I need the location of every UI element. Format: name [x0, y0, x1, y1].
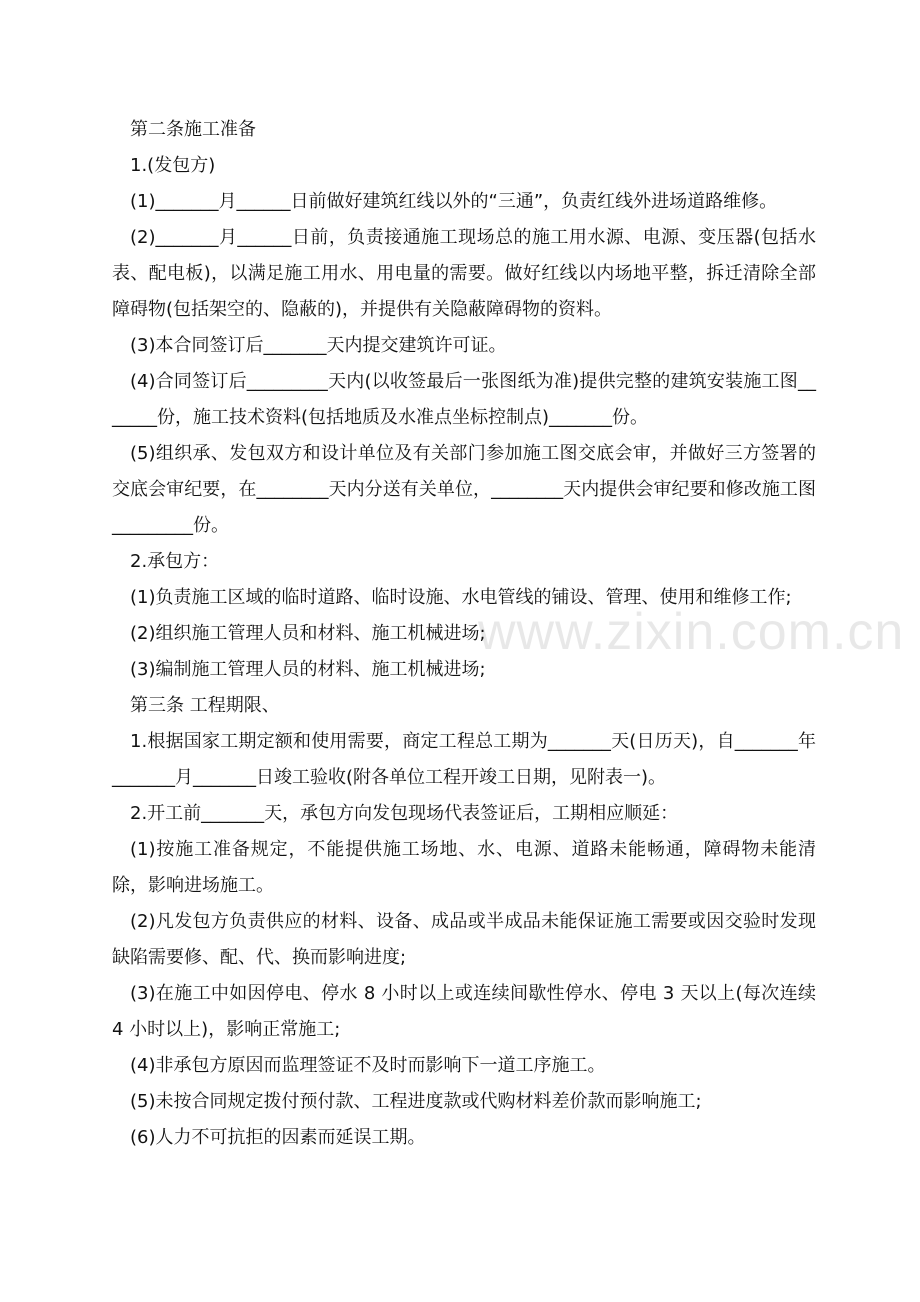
clause-2-2-item-3: (3)编制施工管理人员的材料、施工机械进场;: [130, 659, 486, 680]
article-2-heading: 第二条施工准备: [130, 119, 256, 140]
clause-2-1-item-4: (4)合同签订后_________天内(以收签最后一张图纸为准)提供完整的建筑安装施工图_______份，施工技术资料(包括地质及水准点坐标控制点)_______份。: [112, 371, 816, 428]
clause-3-2-heading: 2.开工前_______天，承包方向发包现场代表签证后，工期相应顺延：: [130, 803, 679, 824]
clause-3-1: 1.根据国家工期定额和使用需要，商定工程总工期为_______天(日历天)，自_______年_______月_______日竣工验收(附各单位工程开竣工日期，见附表一)。: [112, 731, 816, 788]
clause-3-2-item-4: (4)非承包方原因而监理签证不及时而影响下一道工序施工。: [130, 1055, 606, 1076]
clause-3-2-item-1: (1)按施工准备规定，不能提供施工场地、水、电源、道路未能畅通，障碍物未能清除，影响进场施工。: [112, 839, 816, 896]
article-3-heading: 第三条 工程期限、: [130, 695, 280, 716]
clause-2-2-heading: 2.承包方：: [130, 551, 220, 572]
document-body: [112, 112, 822, 1156]
clause-3-2-item-2: (2)凡发包方负责供应的材料、设备、成品或半成品未能保证施工需要或因交验时发现缺陷需要修、配、代、换而影响进度;: [112, 911, 816, 968]
clause-2-1-item-5: (5)组织承、发包双方和设计单位及有关部门参加施工图交底会审，并做好三方签署的交底会审纪要，在________天内分送有关单位，________天内提供会审纪要和修改施工图_________份。: [112, 443, 816, 536]
clause-3-2-item-5: (5)未按合同规定拨付预付款、工程进度款或代购材料差价款而影响施工;: [130, 1091, 702, 1112]
clause-2-2-item-1: (1)负责施工区域的临时道路、临时设施、水电管线的铺设、管理、使用和维修工作;: [130, 587, 792, 608]
clause-2-2-item-2: (2)组织施工管理人员和材料、施工机械进场;: [130, 623, 486, 644]
clause-2-1-item-3: (3)本合同签订后_______天内提交建筑许可证。: [130, 335, 507, 356]
clause-3-2-item-3: (3)在施工中如因停电、停水 8 小时以上或连续间歇性停水、停电 3 天以上(每次连续 4 小时以上)，影响正常施工;: [112, 983, 822, 1040]
watermark-text: www.zixin.com.cn: [478, 603, 905, 661]
clause-2-1-item-1: (1)_______月______日前做好建筑红线以外的“三通”，负责红线外进场道路维修。: [130, 191, 778, 212]
clause-3-2-item-6: (6)人力不可抗拒的因素而延误工期。: [130, 1127, 426, 1148]
clause-2-1-heading: 1.(发包方): [130, 155, 216, 176]
clause-2-1-item-2: (2)_______月______日前，负责接通施工现场总的施工用水源、电源、变压器(包括水表、配电板)，以满足施工用水、用电量的需要。做好红线以内场地平整，拆迁清除全部障碍物(包括架空的、隐蔽的)，并提供有关隐蔽障碍物的资料。: [112, 227, 816, 320]
